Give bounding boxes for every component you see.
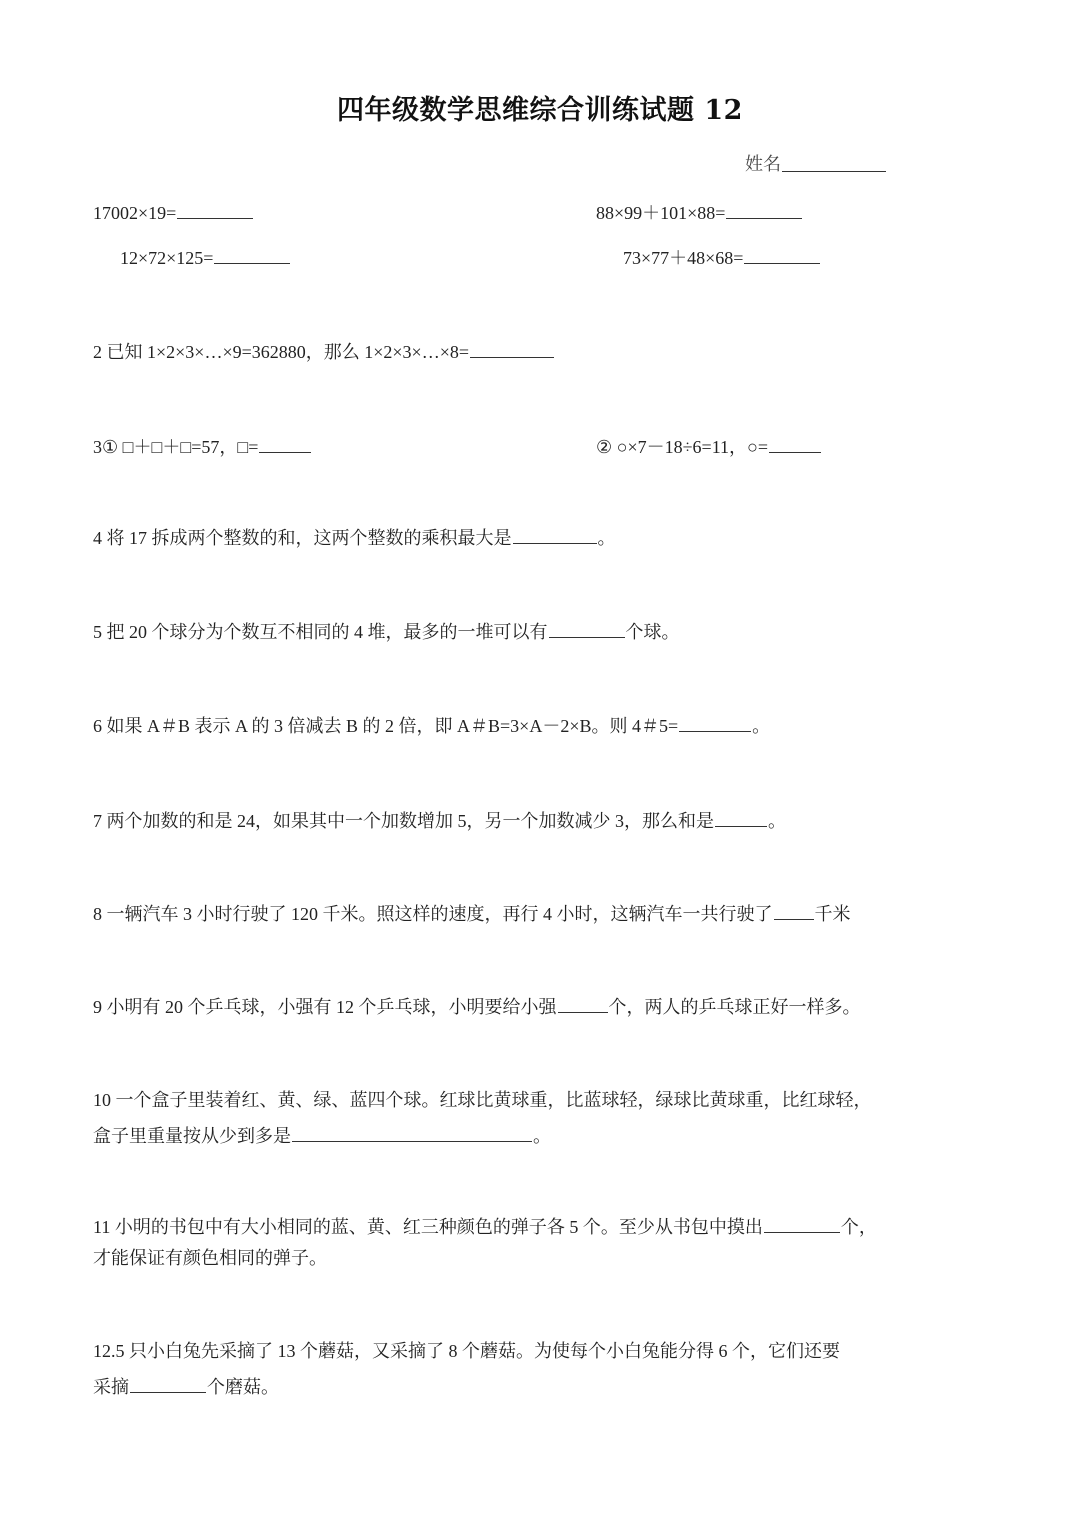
question-3a: 3① □＋□＋□=57，□= [93, 434, 312, 459]
question-8: 8 一辆汽车 3 小时行驶了 120 千米。照这样的速度，再行 4 小时，这辆汽车一共行驶了 千米 [93, 901, 851, 926]
question-12-line2: 采摘 个磨菇。 [93, 1374, 279, 1399]
question-5: 5 把 20 个球分为个数互不相同的 4 堆，最多的一堆可以有 个球。 [93, 619, 680, 644]
name-label: 姓名 [745, 154, 781, 175]
answer-blank[interactable] [259, 434, 311, 453]
answer-blank[interactable] [513, 525, 597, 544]
question-11-line2: 才能保证有颜色相同的弹子。 [93, 1248, 327, 1268]
question-12: 12.5 只小白兔先采摘了 13 个蘑菇，又采摘了 8 个蘑菇。为使每个小白兔能分得 6 个，它们还要 [93, 1341, 840, 1361]
question-4: 4 将 17 拆成两个整数的和，这两个整数的乘积最大是 。 [93, 525, 616, 550]
question-3b: ② ○×7－18÷6=11，○= [596, 434, 822, 459]
question-9: 9 小明有 20 个乒乓球，小强有 12 个乒乓球，小明要给小强 个，两人的乒乓球正好一样多。 [93, 994, 861, 1019]
answer-blank[interactable] [715, 808, 767, 827]
answer-blank[interactable] [214, 245, 290, 264]
question-7: 7 两个加数的和是 24，如果其中一个加数增加 5，另一个加数减少 3，那么和是 。 [93, 808, 786, 833]
answer-blank[interactable] [679, 713, 751, 732]
question-1d: 73×77＋48×68= [623, 245, 821, 270]
question-6: 6 如果 A＃B 表示 A 的 3 倍减去 B 的 2 倍，即 A＃B=3×A－2×B。则 4＃5= 。 [93, 713, 770, 738]
answer-blank[interactable] [549, 619, 625, 638]
answer-blank[interactable] [130, 1374, 206, 1393]
question-1a: 17002×19= [93, 200, 254, 225]
question-1c: 12×72×125= [120, 245, 291, 270]
answer-blank[interactable] [726, 200, 802, 219]
answer-blank[interactable] [470, 339, 554, 358]
answer-blank[interactable] [774, 901, 814, 920]
question-10-line2: 盒子里重量按从少到多是 。 [93, 1123, 551, 1148]
question-10: 10 一个盒子里装着红、黄、绿、蓝四个球。红球比黄球重，比蓝球轻，绿球比黄球重，比红球轻， [93, 1090, 872, 1110]
answer-blank[interactable] [744, 245, 820, 264]
question-1b: 88×99＋101×88= [596, 200, 803, 225]
name-blank[interactable] [782, 171, 886, 172]
answer-blank[interactable] [292, 1123, 532, 1142]
answer-blank[interactable] [558, 994, 608, 1013]
worksheet-title: 四年级数学思维综合训练试题 12 [337, 95, 743, 126]
question-11: 11 小明的书包中有大小相同的蓝、黄、红三种颜色的弹子各 5 个。至少从书包中摸出 个， [93, 1214, 877, 1239]
answer-blank[interactable] [177, 200, 253, 219]
question-2: 2 已知 1×2×3×…×9=362880，那么 1×2×3×…×8= [93, 339, 555, 364]
answer-blank[interactable] [764, 1214, 840, 1233]
answer-blank[interactable] [769, 434, 821, 453]
